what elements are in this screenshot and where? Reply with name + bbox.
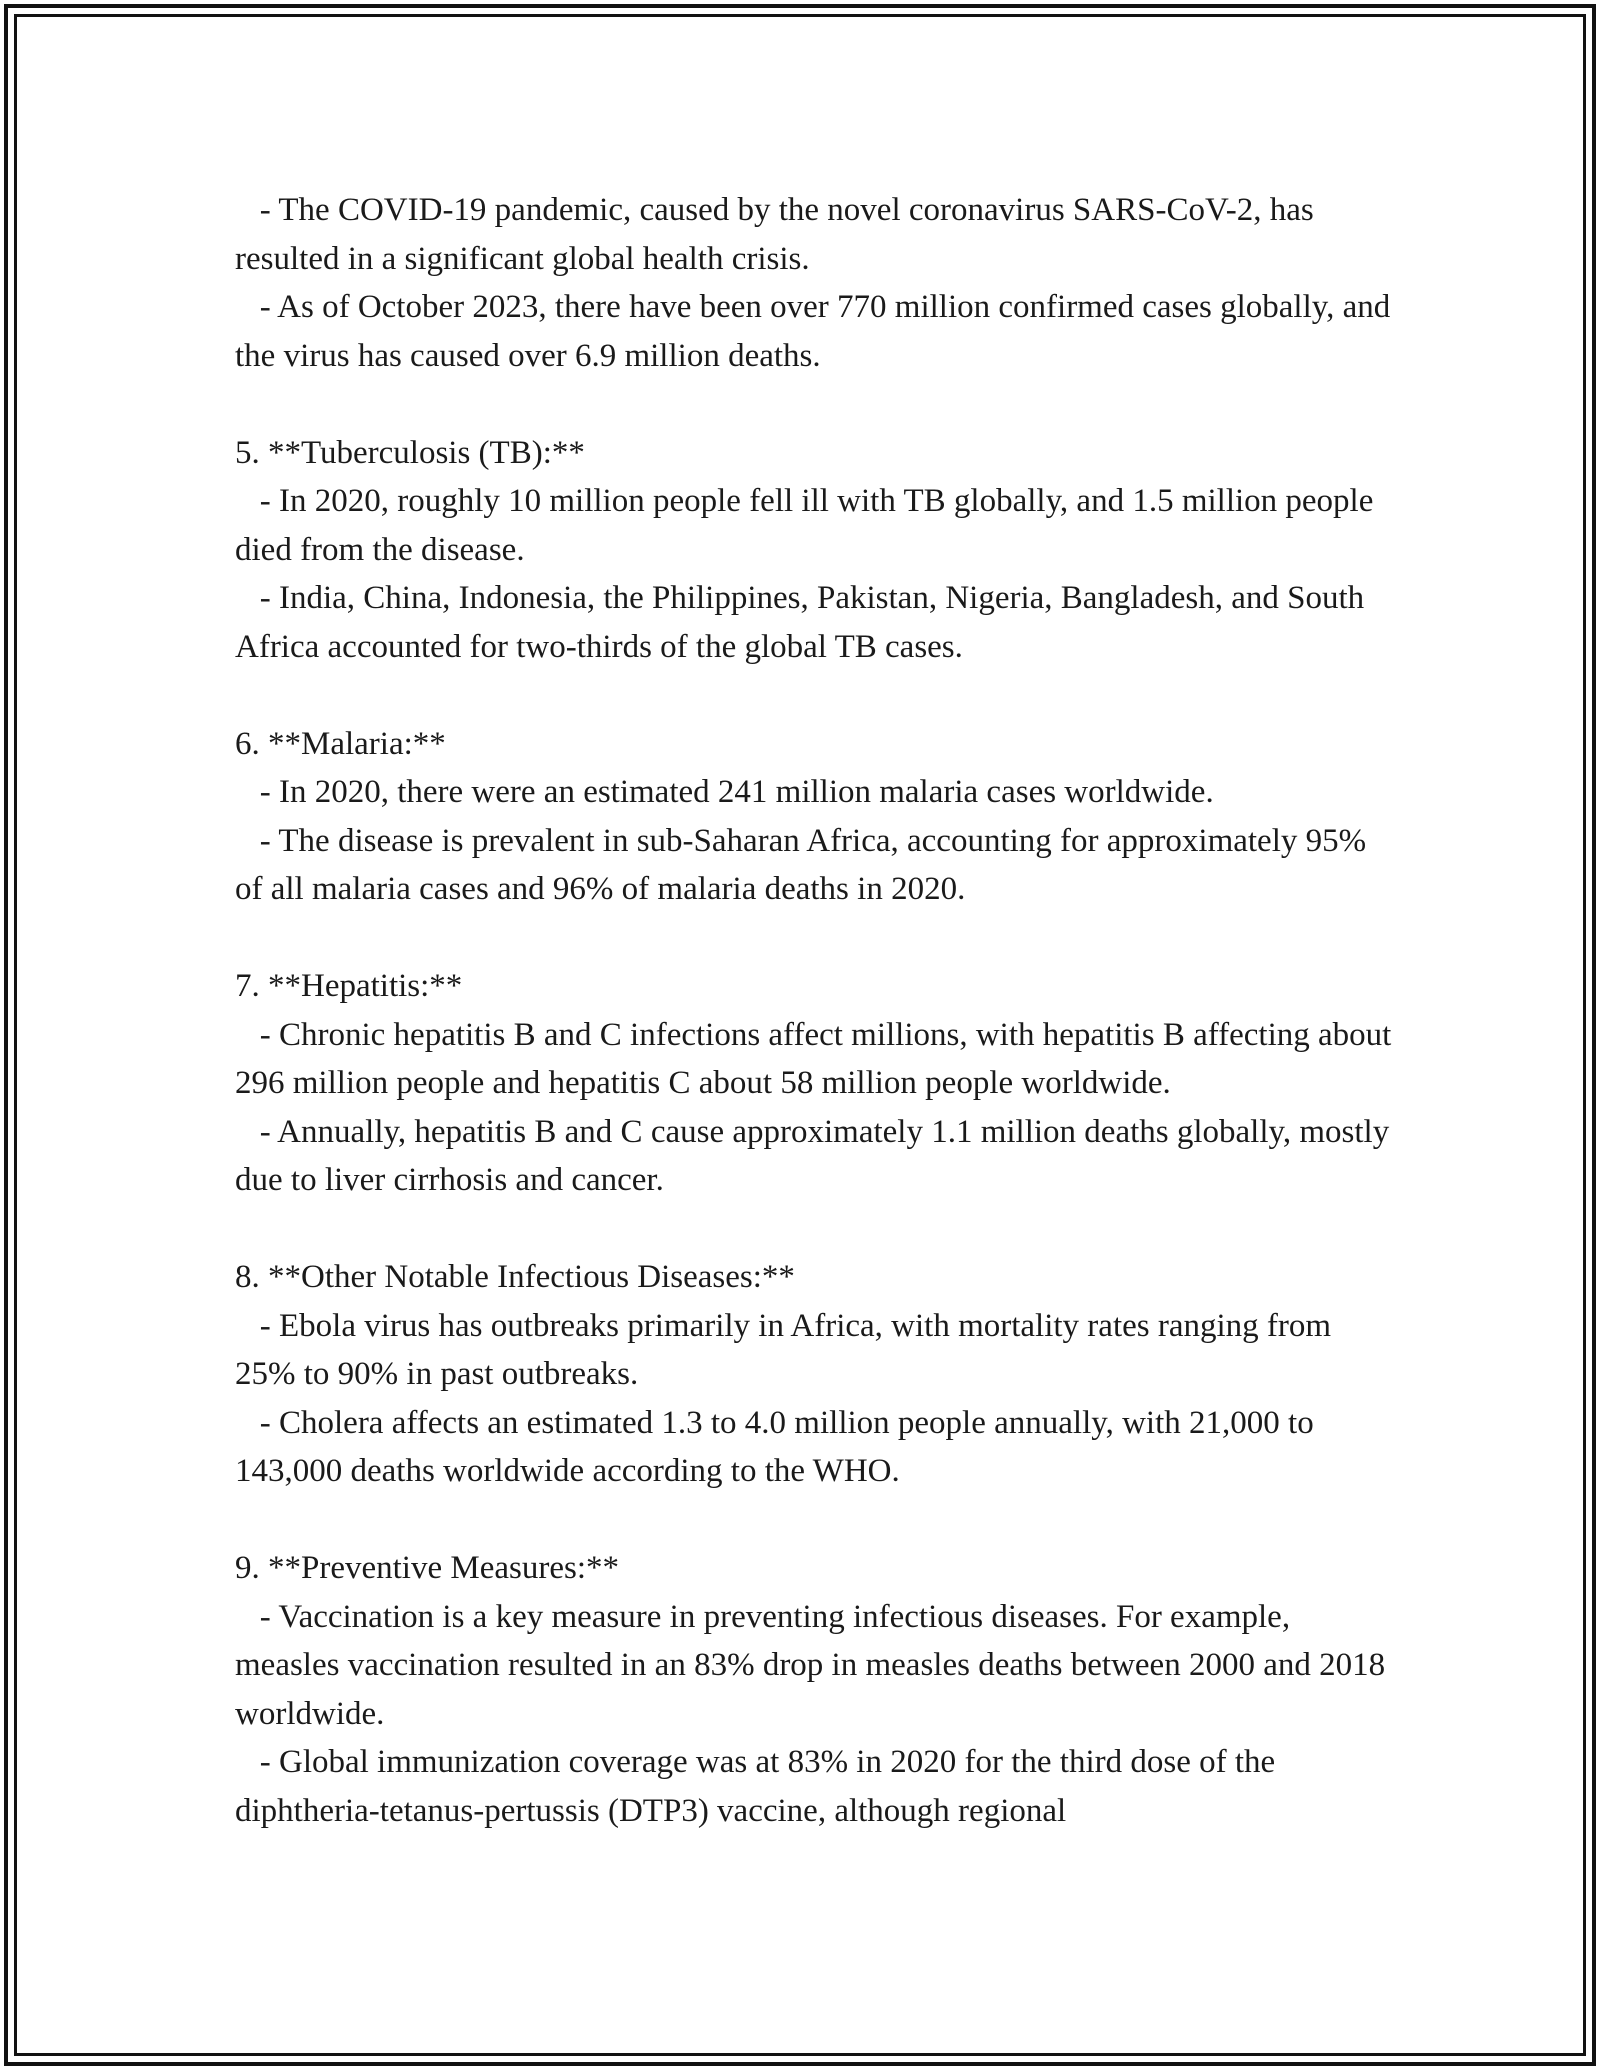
paragraph-covid-cause: - The COVID-19 pandemic, caused by the novel coronavirus SARS-CoV-2, has resulted in a significant global health crisis. (235, 192, 1322, 277)
heading-tuberculosis: 5. **Tuberculosis (TB):** (235, 434, 585, 471)
paragraph-covid-cases: - As of October 2023, there have been over 770 million confirmed cases globally, and the virus has caused over 6.9 million deaths. (235, 289, 1399, 374)
paragraph-hepatitis-deaths: - Annually, hepatitis B and C cause approximately 1.1 million deaths globally, mostly due to liver cirrhosis and cancer. (235, 1113, 1398, 1198)
blank-line (235, 380, 1395, 429)
blank-line (235, 1496, 1395, 1545)
paragraph-malaria-africa: - The disease is prevalent in sub-Saharan Africa, accounting for approximately 95% of all malaria cases and 96% of malaria deaths in 2020. (235, 822, 1375, 907)
paragraph-vaccination: - Vaccination is a key measure in preventing infectious diseases. For example, measles vaccination resulted in an 83% drop in measles deaths between 2000 and 2018 worldwide. (235, 1598, 1394, 1732)
blank-line (235, 914, 1395, 963)
blank-line (235, 1205, 1395, 1254)
paragraph-immunization-coverage: - Global immunization coverage was at 83% in 2020 for the third dose of the diphtheria-tetanus-pertussis (DTP3) vaccine, although regional (235, 1744, 1284, 1829)
heading-other-diseases: 8. **Other Notable Infectious Diseases:** (235, 1259, 795, 1295)
paragraph-malaria-cases: - In 2020, there were an estimated 241 million malaria cases worldwide. (235, 774, 1214, 810)
blank-line (235, 671, 1395, 720)
paragraph-tb-2020: - In 2020, roughly 10 million people fell ill with TB globally, and 1.5 million people died from the disease. (235, 483, 1382, 568)
heading-hepatitis: 7. **Hepatitis:** (235, 968, 463, 1004)
heading-preventive-measures: 9. **Preventive Measures:** (235, 1550, 619, 1586)
document-body (235, 186, 1400, 1835)
paragraph-ebola: - Ebola virus has outbreaks primarily in Africa, with mortality rates ranging from 25% to 90% in past outbreaks. (235, 1307, 1340, 1392)
paragraph-hepatitis-infections: - Chronic hepatitis B and C infections affect millions, with hepatitis B affecting about 296 million people and hepatitis C about 58 million people worldwide. (235, 1016, 1400, 1101)
paragraph-tb-countries: - India, China, Indonesia, the Philippines, Pakistan, Nigeria, Bangladesh, and South Africa accounted for two-thirds of the global TB cases. (235, 580, 1371, 665)
heading-malaria: 6. **Malaria:** (235, 725, 446, 762)
paragraph-cholera: - Cholera affects an estimated 1.3 to 4.0 million people annually, with 21,000 to 143,000 deaths worldwide according to the WHO. (235, 1404, 1322, 1489)
